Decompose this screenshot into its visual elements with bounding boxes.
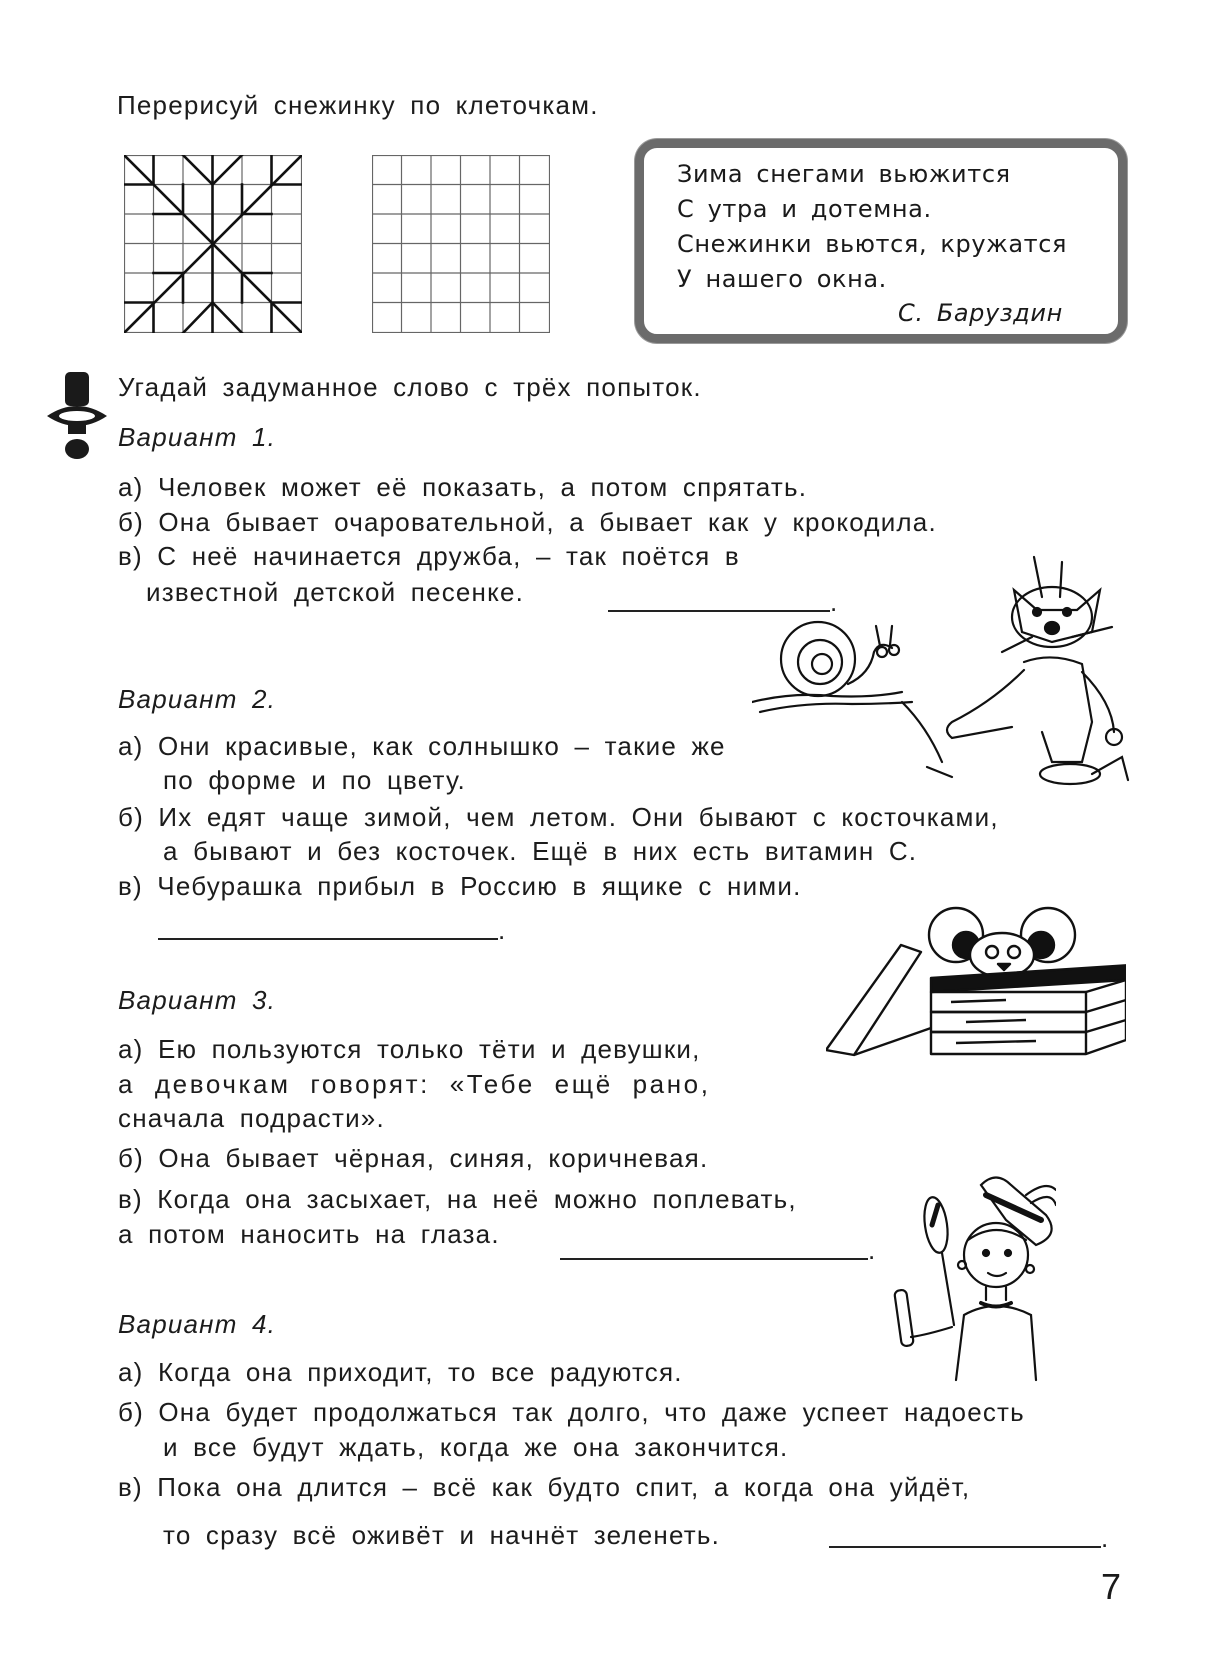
answer-period: . — [1101, 1523, 1109, 1553]
exclamation-eye-icon — [46, 372, 108, 460]
variant-1-clue-c-cont: известной детской песенке. — [146, 577, 525, 607]
cheburashka-box-illustration — [826, 900, 1126, 1058]
poem-line: С утра и дотемна. — [677, 195, 932, 223]
answer-period: . — [830, 587, 838, 617]
variant-2-clue-b-cont: а бывают и без косточек. Ещё в них есть витамин С. — [163, 836, 918, 866]
variant-3-answer-blank[interactable] — [560, 1258, 868, 1260]
variant-4-clue-c-cont: то сразу всё оживёт и начнёт зеленеть. — [163, 1520, 721, 1550]
girl-with-mirror-illustration — [886, 1165, 1056, 1383]
variant-3-clue-c-cont: а потом наносить на глаза. — [118, 1219, 500, 1249]
variant-1-clue-c: в) С неё начинается дружба, – так поётся в — [118, 541, 740, 571]
variant-2-clue-b: б) Их едят чаще зимой, чем летом. Они бывают с косточками, — [118, 802, 999, 832]
variant-3-clue-c: в) Когда она засыхает, на неё можно поплевать, — [118, 1184, 797, 1214]
snowflake-sample-grid — [124, 155, 302, 333]
snowflake-empty-grid[interactable] — [372, 155, 550, 333]
variant-4-answer-blank[interactable] — [829, 1546, 1101, 1548]
page-number: 7 — [1101, 1566, 1122, 1607]
variant-1-clue-b: б) Она бывает очаровательной, а бывает как у крокодила. — [118, 507, 937, 537]
variant-3-clue-a-cont2: сначала подрасти». — [118, 1103, 385, 1133]
variant-2-clue-c: в) Чебурашка прибыл в Россию в ящике с ними. — [118, 871, 802, 901]
variant-4-label: Вариант 4. — [118, 1309, 277, 1339]
poem-line: Снежинки вьются, кружатся — [677, 230, 1068, 258]
answer-period: . — [868, 1235, 876, 1265]
answer-period: . — [498, 915, 506, 945]
variant-4-clue-b: б) Она будет продолжаться так долго, что даже успеет надоесть — [118, 1397, 1025, 1427]
variant-2-answer-blank[interactable] — [158, 938, 498, 940]
poem-line: У нашего окна. — [677, 265, 887, 293]
poem-author: С. Баруздин — [898, 299, 1063, 327]
snowflake-instruction: Перерисуй снежинку по клеточкам. — [117, 90, 599, 120]
snail-and-cat-illustration — [752, 552, 1132, 788]
variant-4-clue-c: в) Пока она длится – всё как будто спит, а когда она уйдёт, — [118, 1472, 971, 1502]
variant-4-clue-b-cont: и все будут ждать, когда же она закончится. — [163, 1432, 789, 1462]
variant-3-clue-a-cont: а девочкам говорят: «Тебе ещё рано, — [118, 1069, 711, 1099]
variant-4-clue-a: а) Когда она приходит, то все радуются. — [118, 1357, 683, 1387]
variant-1-label: Вариант 1. — [118, 422, 277, 452]
variant-1-clue-a: а) Человек может её показать, а потом спрятать. — [118, 472, 808, 502]
poem-line: Зима снегами вьюжится — [677, 160, 1011, 188]
riddle-instruction: Угадай задуманное слово с трёх попыток. — [118, 372, 702, 402]
variant-2-clue-a: а) Они красивые, как солнышко – такие же — [118, 731, 726, 761]
variant-3-clue-a: а) Ею пользуются только тёти и девушки, — [118, 1034, 701, 1064]
variant-2-label: Вариант 2. — [118, 684, 277, 714]
variant-3-label: Вариант 3. — [118, 985, 277, 1015]
variant-3-clue-b: б) Она бывает чёрная, синяя, коричневая. — [118, 1143, 709, 1173]
variant-2-clue-a-cont: по форме и по цвету. — [163, 765, 466, 795]
